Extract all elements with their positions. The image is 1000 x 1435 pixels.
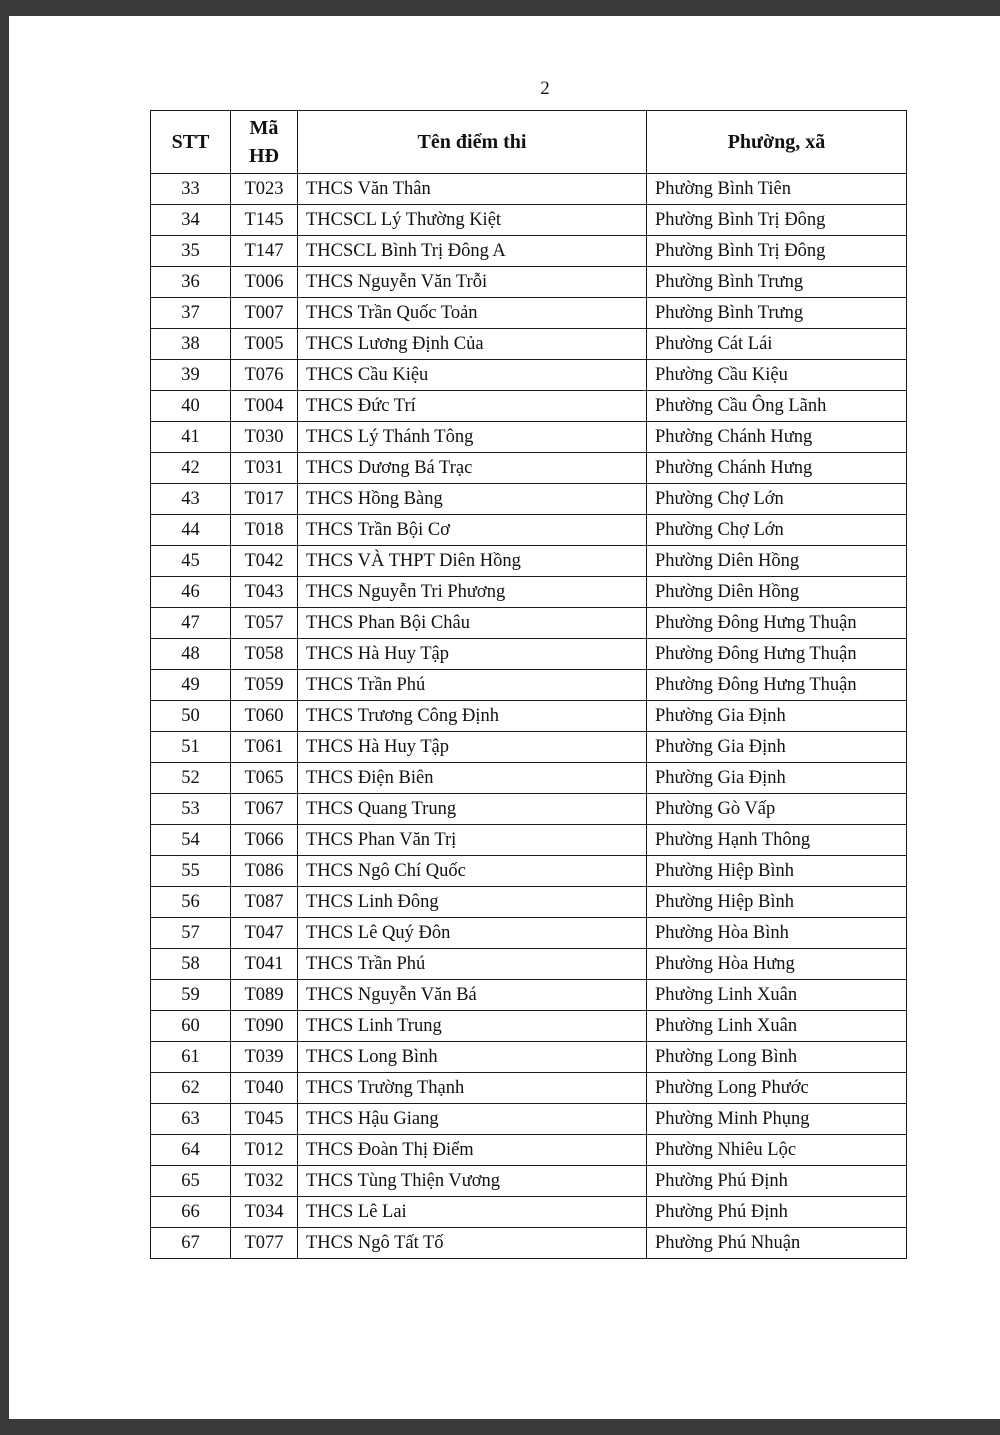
- cell-stt: 43: [151, 484, 231, 515]
- cell-stt: 48: [151, 639, 231, 670]
- cell-stt: 66: [151, 1197, 231, 1228]
- cell-ten-diem-thi: THCS VÀ THPT Diên Hồng: [298, 546, 647, 577]
- table-row: [151, 608, 907, 639]
- cell-phuong-xa: Phường Chợ Lớn: [647, 484, 907, 515]
- cell-stt: 33: [151, 174, 231, 205]
- cell-ten-diem-thi: THCS Long Bình: [298, 1042, 647, 1073]
- cell-stt: 56: [151, 887, 231, 918]
- cell-ma-hd: T147: [231, 236, 298, 267]
- cell-stt: 67: [151, 1228, 231, 1259]
- table-row: [151, 298, 907, 329]
- table-row: [151, 980, 907, 1011]
- table-row: [151, 1104, 907, 1135]
- cell-ma-hd: T058: [231, 639, 298, 670]
- cell-phuong-xa: Phường Cầu Ông Lãnh: [647, 391, 907, 422]
- cell-ma-hd: T061: [231, 732, 298, 763]
- cell-ten-diem-thi: THCS Phan Văn Trị: [298, 825, 647, 856]
- cell-ten-diem-thi: THCS Ngô Chí Quốc: [298, 856, 647, 887]
- cell-ma-hd: T007: [231, 298, 298, 329]
- cell-ten-diem-thi: THCS Trương Công Định: [298, 701, 647, 732]
- document-page: [9, 16, 1000, 1419]
- table-row: [151, 360, 907, 391]
- cell-phuong-xa: Phường Bình Trị Đông: [647, 236, 907, 267]
- cell-ma-hd: T086: [231, 856, 298, 887]
- cell-ten-diem-thi: THCS Đoàn Thị Điểm: [298, 1135, 647, 1166]
- table-row: [151, 825, 907, 856]
- cell-ten-diem-thi: THCS Phan Bội Châu: [298, 608, 647, 639]
- cell-phuong-xa: Phường Hiệp Bình: [647, 856, 907, 887]
- cell-stt: 53: [151, 794, 231, 825]
- cell-ten-diem-thi: THCS Trần Phú: [298, 670, 647, 701]
- cell-stt: 42: [151, 453, 231, 484]
- table-body: [151, 174, 907, 1259]
- cell-stt: 59: [151, 980, 231, 1011]
- cell-stt: 41: [151, 422, 231, 453]
- cell-ma-hd: T066: [231, 825, 298, 856]
- table-row: [151, 918, 907, 949]
- cell-phuong-xa: Phường Diên Hồng: [647, 577, 907, 608]
- cell-ten-diem-thi: THCS Quang Trung: [298, 794, 647, 825]
- cell-stt: 64: [151, 1135, 231, 1166]
- cell-stt: 39: [151, 360, 231, 391]
- table-row: [151, 1042, 907, 1073]
- cell-ma-hd: T047: [231, 918, 298, 949]
- cell-stt: 49: [151, 670, 231, 701]
- cell-ten-diem-thi: THCS Điện Biên: [298, 763, 647, 794]
- cell-ten-diem-thi: THCS Văn Thân: [298, 174, 647, 205]
- cell-phuong-xa: Phường Nhiêu Lộc: [647, 1135, 907, 1166]
- table-row: [151, 267, 907, 298]
- cell-phuong-xa: Phường Bình Trị Đông: [647, 205, 907, 236]
- cell-stt: 54: [151, 825, 231, 856]
- table-row: [151, 577, 907, 608]
- cell-phuong-xa: Phường Gia Định: [647, 763, 907, 794]
- cell-ten-diem-thi: THCS Lý Thánh Tông: [298, 422, 647, 453]
- cell-ma-hd: T076: [231, 360, 298, 391]
- header-ma-hd: Mã HĐ: [231, 111, 298, 174]
- cell-ma-hd: T030: [231, 422, 298, 453]
- table-row: [151, 701, 907, 732]
- cell-phuong-xa: Phường Bình Tiên: [647, 174, 907, 205]
- cell-ten-diem-thi: THCS Dương Bá Trạc: [298, 453, 647, 484]
- cell-ten-diem-thi: THCSCL Lý Thường Kiệt: [298, 205, 647, 236]
- cell-stt: 55: [151, 856, 231, 887]
- cell-ma-hd: T077: [231, 1228, 298, 1259]
- table-row: [151, 546, 907, 577]
- cell-ma-hd: T004: [231, 391, 298, 422]
- cell-ma-hd: T043: [231, 577, 298, 608]
- table-row: [151, 670, 907, 701]
- page-number: 2: [540, 78, 550, 99]
- cell-phuong-xa: Phường Phú Định: [647, 1197, 907, 1228]
- cell-phuong-xa: Phường Cát Lái: [647, 329, 907, 360]
- cell-ma-hd: T042: [231, 546, 298, 577]
- cell-phuong-xa: Phường Bình Trưng: [647, 298, 907, 329]
- cell-phuong-xa: Phường Đông Hưng Thuận: [647, 608, 907, 639]
- cell-ten-diem-thi: THCS Trần Phú: [298, 949, 647, 980]
- cell-phuong-xa: Phường Diên Hồng: [647, 546, 907, 577]
- cell-stt: 44: [151, 515, 231, 546]
- cell-phuong-xa: Phường Hiệp Bình: [647, 887, 907, 918]
- cell-phuong-xa: Phường Minh Phụng: [647, 1104, 907, 1135]
- table-row: [151, 639, 907, 670]
- cell-stt: 51: [151, 732, 231, 763]
- cell-phuong-xa: Phường Phú Định: [647, 1166, 907, 1197]
- cell-phuong-xa: Phường Linh Xuân: [647, 980, 907, 1011]
- cell-phuong-xa: Phường Chánh Hưng: [647, 422, 907, 453]
- cell-ten-diem-thi: THCS Nguyễn Văn Bá: [298, 980, 647, 1011]
- cell-ten-diem-thi: THCS Lê Quý Đôn: [298, 918, 647, 949]
- cell-phuong-xa: Phường Bình Trưng: [647, 267, 907, 298]
- cell-stt: 38: [151, 329, 231, 360]
- cell-phuong-xa: Phường Cầu Kiệu: [647, 360, 907, 391]
- cell-stt: 62: [151, 1073, 231, 1104]
- cell-stt: 36: [151, 267, 231, 298]
- table-row: [151, 1135, 907, 1166]
- table-row: [151, 856, 907, 887]
- cell-ten-diem-thi: THCS Cầu Kiệu: [298, 360, 647, 391]
- cell-ma-hd: T012: [231, 1135, 298, 1166]
- table-row: [151, 887, 907, 918]
- table-row: [151, 391, 907, 422]
- cell-phuong-xa: Phường Hòa Bình: [647, 918, 907, 949]
- cell-ma-hd: T065: [231, 763, 298, 794]
- table-row: [151, 763, 907, 794]
- cell-ten-diem-thi: THCS Nguyễn Tri Phương: [298, 577, 647, 608]
- exam-sites-table: [150, 110, 907, 1259]
- table-row: [151, 1197, 907, 1228]
- cell-ten-diem-thi: THCS Đức Trí: [298, 391, 647, 422]
- cell-ten-diem-thi: THCS Trần Bội Cơ: [298, 515, 647, 546]
- table-row: [151, 1073, 907, 1104]
- cell-phuong-xa: Phường Long Phước: [647, 1073, 907, 1104]
- header-row: [151, 111, 907, 174]
- table-row: [151, 236, 907, 267]
- cell-ma-hd: T032: [231, 1166, 298, 1197]
- cell-ma-hd: T040: [231, 1073, 298, 1104]
- cell-ten-diem-thi: THCS Nguyễn Văn Trỗi: [298, 267, 647, 298]
- cell-ma-hd: T059: [231, 670, 298, 701]
- cell-ma-hd: T057: [231, 608, 298, 639]
- cell-ten-diem-thi: THCS Hà Huy Tập: [298, 639, 647, 670]
- table-row: [151, 1011, 907, 1042]
- cell-stt: 57: [151, 918, 231, 949]
- header-stt: STT: [151, 111, 231, 174]
- cell-phuong-xa: Phường Hòa Hưng: [647, 949, 907, 980]
- cell-ma-hd: T017: [231, 484, 298, 515]
- cell-ten-diem-thi: THCS Lương Định Của: [298, 329, 647, 360]
- cell-ten-diem-thi: THCS Hà Huy Tập: [298, 732, 647, 763]
- table-row: [151, 329, 907, 360]
- cell-ma-hd: T045: [231, 1104, 298, 1135]
- table-row: [151, 1166, 907, 1197]
- cell-stt: 47: [151, 608, 231, 639]
- cell-ma-hd: T005: [231, 329, 298, 360]
- cell-ten-diem-thi: THCS Ngô Tất Tố: [298, 1228, 647, 1259]
- cell-stt: 46: [151, 577, 231, 608]
- header-ten-diem-thi: Tên điểm thi: [298, 111, 647, 174]
- cell-ten-diem-thi: THCS Linh Trung: [298, 1011, 647, 1042]
- cell-ma-hd: T090: [231, 1011, 298, 1042]
- cell-phuong-xa: Phường Đông Hưng Thuận: [647, 639, 907, 670]
- cell-ten-diem-thi: THCS Hồng Bàng: [298, 484, 647, 515]
- cell-stt: 40: [151, 391, 231, 422]
- cell-phuong-xa: Phường Gia Định: [647, 701, 907, 732]
- cell-stt: 65: [151, 1166, 231, 1197]
- cell-ten-diem-thi: THCS Tùng Thiện Vương: [298, 1166, 647, 1197]
- cell-ma-hd: T087: [231, 887, 298, 918]
- cell-stt: 52: [151, 763, 231, 794]
- cell-phuong-xa: Phường Đông Hưng Thuận: [647, 670, 907, 701]
- table-row: [151, 1228, 907, 1259]
- cell-ten-diem-thi: THCS Trường Thạnh: [298, 1073, 647, 1104]
- cell-ten-diem-thi: THCS Linh Đông: [298, 887, 647, 918]
- cell-phuong-xa: Phường Chợ Lớn: [647, 515, 907, 546]
- cell-ten-diem-thi: THCS Lê Lai: [298, 1197, 647, 1228]
- table-header: [151, 111, 907, 174]
- cell-stt: 63: [151, 1104, 231, 1135]
- table-row: [151, 949, 907, 980]
- table-row: [151, 174, 907, 205]
- cell-ma-hd: T039: [231, 1042, 298, 1073]
- table-row: [151, 794, 907, 825]
- cell-ten-diem-thi: THCS Hậu Giang: [298, 1104, 647, 1135]
- table-row: [151, 422, 907, 453]
- cell-ten-diem-thi: THCSCL Bình Trị Đông A: [298, 236, 647, 267]
- cell-phuong-xa: Phường Gia Định: [647, 732, 907, 763]
- cell-stt: 35: [151, 236, 231, 267]
- cell-stt: 61: [151, 1042, 231, 1073]
- table-row: [151, 515, 907, 546]
- cell-ma-hd: T145: [231, 205, 298, 236]
- cell-stt: 45: [151, 546, 231, 577]
- table-row: [151, 732, 907, 763]
- cell-ma-hd: T023: [231, 174, 298, 205]
- cell-ma-hd: T067: [231, 794, 298, 825]
- cell-phuong-xa: Phường Phú Nhuận: [647, 1228, 907, 1259]
- table-row: [151, 484, 907, 515]
- cell-stt: 50: [151, 701, 231, 732]
- cell-ten-diem-thi: THCS Trần Quốc Toản: [298, 298, 647, 329]
- table-row: [151, 205, 907, 236]
- cell-stt: 58: [151, 949, 231, 980]
- cell-phuong-xa: Phường Chánh Hưng: [647, 453, 907, 484]
- cell-phuong-xa: Phường Long Bình: [647, 1042, 907, 1073]
- cell-ma-hd: T089: [231, 980, 298, 1011]
- cell-ma-hd: T006: [231, 267, 298, 298]
- cell-ma-hd: T060: [231, 701, 298, 732]
- cell-stt: 60: [151, 1011, 231, 1042]
- cell-ma-hd: T018: [231, 515, 298, 546]
- cell-phuong-xa: Phường Hạnh Thông: [647, 825, 907, 856]
- header-phuong-xa: Phường, xã: [647, 111, 907, 174]
- table-row: [151, 453, 907, 484]
- cell-stt: 34: [151, 205, 231, 236]
- cell-ma-hd: T041: [231, 949, 298, 980]
- cell-ma-hd: T031: [231, 453, 298, 484]
- cell-phuong-xa: Phường Linh Xuân: [647, 1011, 907, 1042]
- cell-phuong-xa: Phường Gò Vấp: [647, 794, 907, 825]
- cell-stt: 37: [151, 298, 231, 329]
- cell-ma-hd: T034: [231, 1197, 298, 1228]
